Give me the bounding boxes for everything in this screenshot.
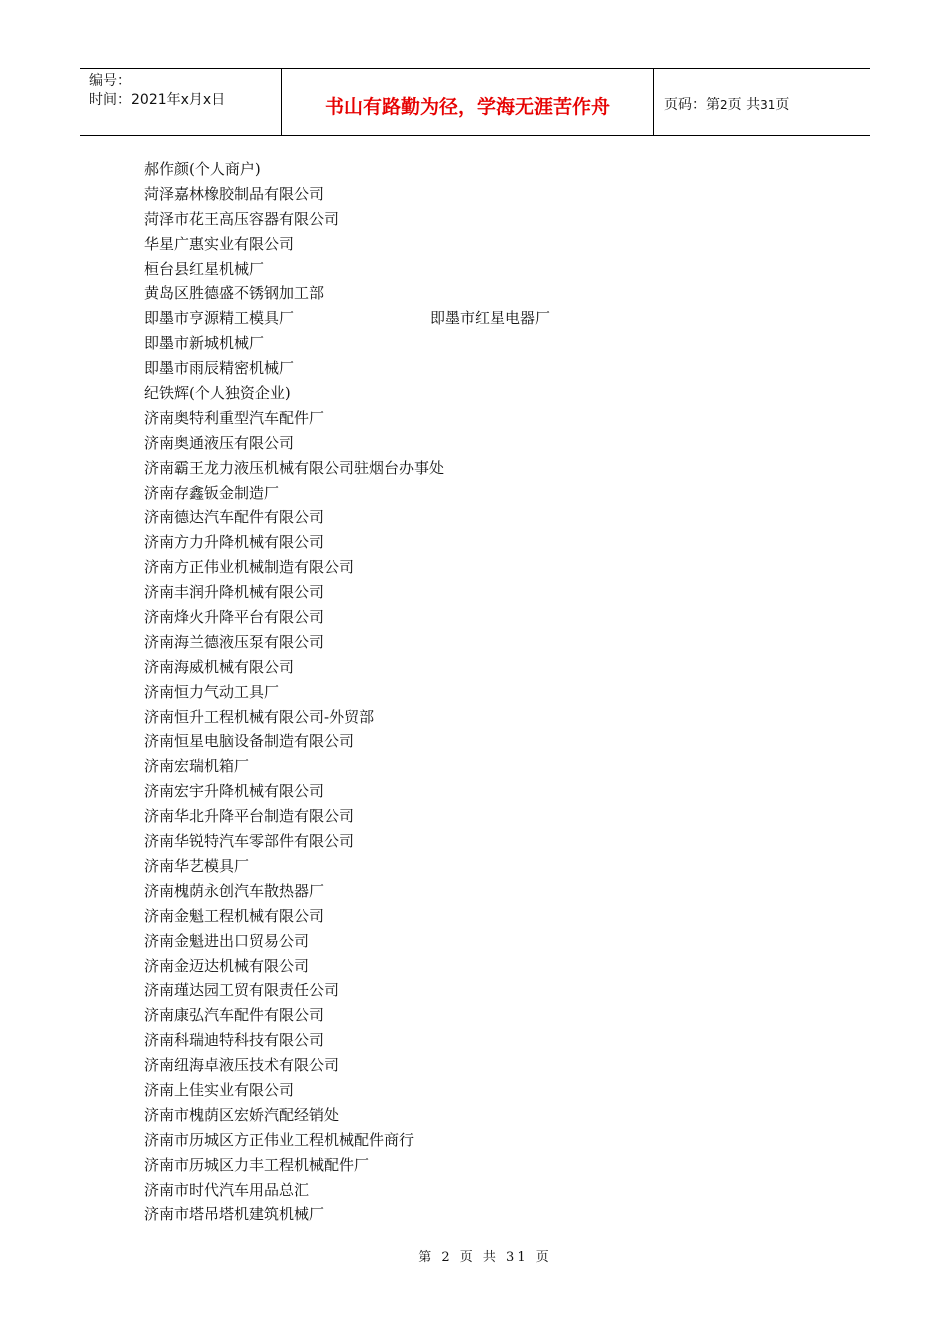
list-item	[144, 705, 444, 730]
company-name: 桓台县红星机械厂	[144, 259, 265, 278]
list-item	[144, 655, 444, 680]
company-name: 济南华艺模具厂	[144, 856, 250, 875]
list-item	[144, 331, 444, 356]
list-item	[144, 630, 444, 655]
list-item	[144, 157, 444, 182]
company-name: 纪铁辉(个人独资企业)	[144, 384, 291, 403]
company-name: 黄岛区胜德盛不锈钢加工部	[144, 284, 325, 303]
list-item	[144, 680, 444, 705]
page-footer: 第 2 页 共 31 页	[418, 1250, 552, 1265]
company-name: 济南恒星电脑设备制造有限公司	[144, 732, 355, 751]
list-item	[144, 232, 444, 257]
company-name-secondary: 即墨市红星电器厂	[430, 309, 551, 328]
list-item	[144, 1003, 444, 1028]
page-current: 2	[720, 98, 728, 112]
header-motto: 书山有路勤为径，学海无涯苦作舟	[282, 69, 654, 135]
company-name: 济南丰润升降机械有限公司	[144, 583, 325, 602]
time-line	[89, 91, 281, 110]
list-item	[144, 1078, 444, 1103]
list-item	[144, 978, 444, 1003]
list-item	[144, 481, 444, 506]
page-prefix: 页码：第	[664, 97, 720, 113]
time-label: 时间：	[89, 92, 131, 108]
list-item	[144, 1053, 444, 1078]
company-name: 济南市时代汽车用品总汇	[144, 1180, 310, 1199]
page-mid: 页 共	[727, 97, 761, 113]
list-item	[144, 456, 444, 481]
page-header	[80, 68, 870, 136]
company-name: 济南槐荫永创汽车散热器厂	[144, 881, 325, 900]
header-meta	[80, 69, 282, 135]
company-name: 济南宏瑞机箱厂	[144, 757, 250, 776]
company-name: 济南恒升工程机械有限公司-外贸部	[144, 707, 375, 726]
list-item	[144, 1178, 444, 1203]
header-page-info	[654, 69, 870, 135]
company-name: 济南海威机械有限公司	[144, 657, 295, 676]
time-value: 2021年x月x日	[131, 92, 226, 108]
list-item	[144, 431, 444, 456]
list-item	[144, 1202, 444, 1227]
company-name: 济南金迈达机械有限公司	[144, 956, 310, 975]
list-item	[144, 182, 444, 207]
company-name: 济南上佳实业有限公司	[144, 1080, 295, 1099]
company-name: 济南金魁工程机械有限公司	[144, 906, 325, 925]
list-item	[144, 281, 444, 306]
list-item	[144, 406, 444, 431]
list-item	[144, 306, 551, 331]
list-item	[144, 929, 444, 954]
list-item	[144, 1128, 444, 1153]
company-name: 济南康弘汽车配件有限公司	[144, 1006, 325, 1025]
page-total: 31	[760, 98, 776, 112]
list-item	[144, 257, 444, 282]
list-item	[144, 1028, 444, 1053]
company-name: 华星广惠实业有限公司	[144, 234, 295, 253]
company-name: 济南金魁进出口贸易公司	[144, 931, 310, 950]
page-suffix: 页	[775, 97, 790, 113]
company-name: 济南市塔吊塔机建筑机械厂	[144, 1205, 325, 1224]
company-name: 济南市槐荫区宏娇汽配经销处	[144, 1105, 340, 1124]
list-item	[144, 1153, 444, 1178]
company-name: 济南方正伟业机械制造有限公司	[144, 558, 355, 577]
company-name: 济南奥特利重型汽车配件厂	[144, 408, 325, 427]
list-item	[144, 754, 444, 779]
company-name: 济南烽火升降平台有限公司	[144, 608, 325, 627]
company-name: 即墨市亨源精工模具厂	[144, 309, 295, 328]
company-name: 即墨市雨辰精密机械厂	[144, 359, 295, 378]
list-item	[144, 530, 444, 555]
company-name: 郝作颜(个人商户)	[144, 160, 261, 178]
list-item	[144, 879, 444, 904]
list-item	[144, 829, 444, 854]
company-name: 济南华北升降平台制造有限公司	[144, 807, 355, 826]
company-name: 济南华锐特汽车零部件有限公司	[144, 832, 355, 851]
list-item	[144, 580, 444, 605]
company-name: 菏泽嘉林橡胶制品有限公司	[144, 184, 325, 203]
company-name: 济南方力升降机械有限公司	[144, 533, 325, 552]
list-item	[144, 505, 444, 530]
list-item	[144, 605, 444, 630]
list-item	[144, 779, 444, 804]
company-list	[144, 157, 551, 1227]
company-name: 济南奥通液压有限公司	[144, 433, 295, 452]
company-name: 即墨市新城机械厂	[144, 334, 265, 353]
company-name: 济南纽海卓液压技术有限公司	[144, 1056, 340, 1075]
company-name: 济南市历城区方正伟业工程机械配件商行	[144, 1130, 415, 1149]
list-item	[144, 1103, 444, 1128]
list-item	[144, 729, 444, 754]
company-name: 济南科瑞迪特科技有限公司	[144, 1031, 325, 1050]
list-item	[144, 904, 444, 929]
company-name: 济南霸王龙力液压机械有限公司驻烟台办事处	[144, 458, 445, 477]
list-item	[144, 854, 444, 879]
company-name: 济南海兰德液压泵有限公司	[144, 632, 325, 651]
company-name: 济南瑾达园工贸有限责任公司	[144, 981, 340, 1000]
company-name: 济南宏宇升降机械有限公司	[144, 782, 325, 801]
list-item	[144, 207, 444, 232]
company-name: 济南德达汽车配件有限公司	[144, 508, 325, 527]
list-item	[144, 356, 444, 381]
list-item	[144, 381, 444, 406]
company-name: 济南市历城区力丰工程机械配件厂	[144, 1155, 370, 1174]
list-item	[144, 555, 444, 580]
company-name: 济南恒力气动工具厂	[144, 682, 280, 701]
list-item	[144, 954, 444, 979]
company-name: 菏泽市花王高压容器有限公司	[144, 209, 340, 228]
company-name: 济南存鑫钣金制造厂	[144, 483, 280, 502]
list-item	[144, 804, 444, 829]
number-label: 编号：	[89, 73, 131, 89]
